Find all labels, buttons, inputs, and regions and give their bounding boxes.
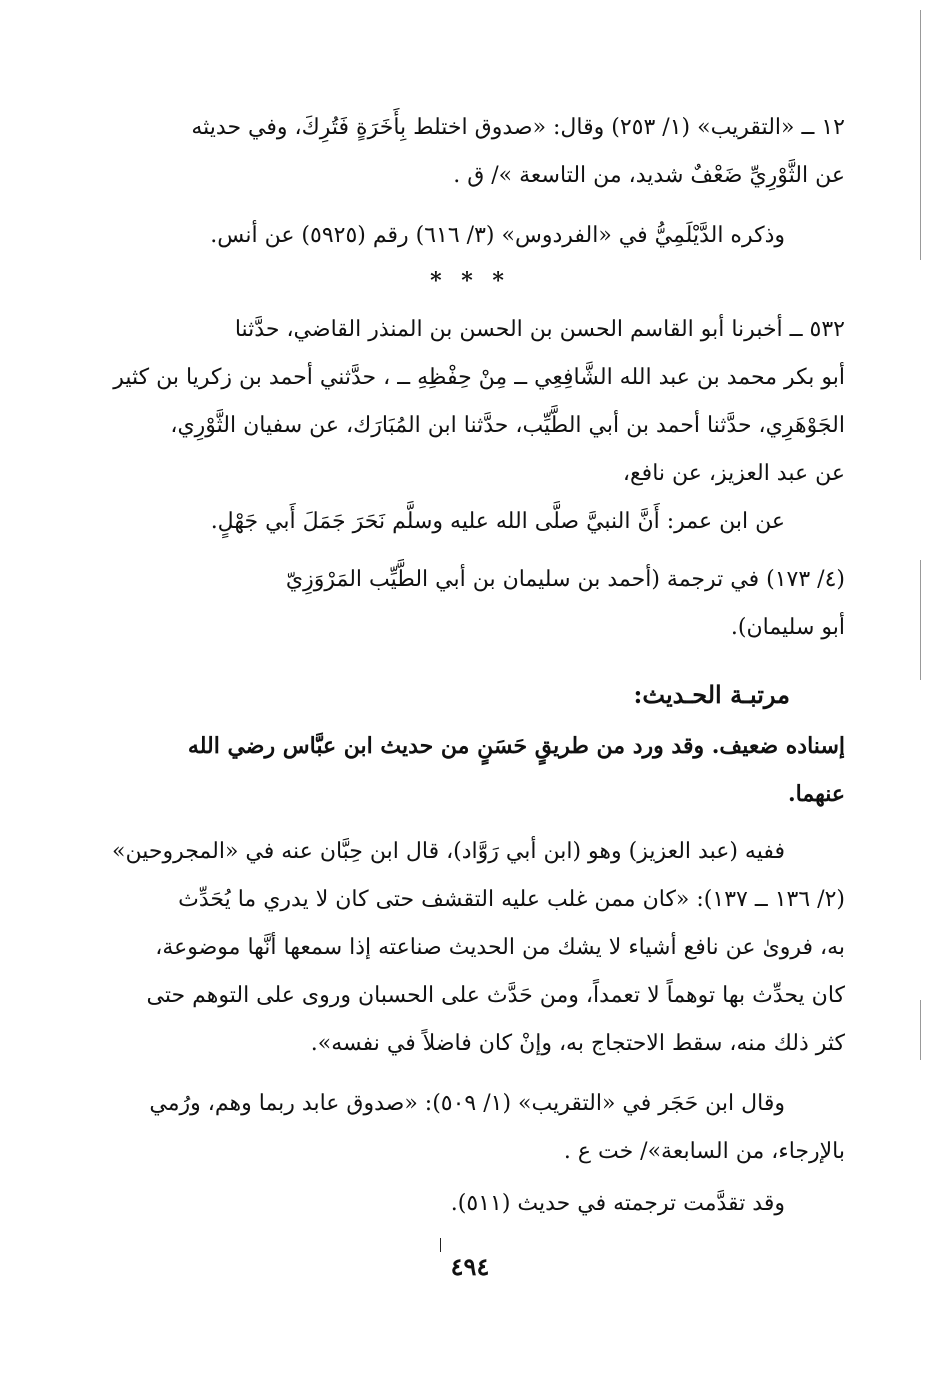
hadith-line: أبو بكر محمد بن عبد الله الشَّافِعِي ــ مِنْ حِفْظِهِ ــ ، حدَّثني أحمد بن زكريا بن كثير (113, 365, 845, 390)
reference-line: وقد تقدَّمت ترجمته في حديث (٥١١). (450, 1191, 785, 1216)
hadith-matn (93, 498, 845, 546)
footnote-line: عن الثَّوْرِيِّ ضَعْفٌ شديد، من التاسعة »/ ق . (453, 163, 845, 188)
hadith-532 (93, 306, 845, 498)
footnote-12 (93, 104, 845, 200)
hadith-line: أبو سليمان). (730, 615, 845, 640)
ruling-line: عنهما. (788, 781, 845, 807)
cross-reference (93, 1180, 845, 1228)
analysis-line: كان يحدِّث بها توهماً لا تعمداً، ومن حَدَّث على الحسبان وروى على التوهم حتى (146, 983, 845, 1008)
scan-edge-line (920, 560, 921, 680)
hadith-line: ٥٣٢ ــ أخبرنا أبو القاسم الحسن بن الحسن بن المنذر القاضي، حدَّثنا (234, 317, 845, 342)
scan-edge-line (920, 10, 921, 260)
narrator-analysis (93, 828, 845, 1068)
section-heading: مرتبـة الحـديث: (633, 680, 790, 709)
scan-edge-line (920, 1000, 921, 1060)
analysis-line: (٢/ ١٣٦ ــ ١٣٧): «كان ممن غلب عليه التقشف حتى كان لا يدري ما يُحَدِّث (178, 887, 845, 912)
hadith-line: الجَوْهَرِي، حدَّثنا أحمد بن أبي الطَّيِّب، حدَّثنا ابن المُبَارَك، عن سفيان الثَّوْرِي، (170, 413, 845, 438)
hadith-line: (٤/ ١٧٣) في ترجمة (أحمد بن سليمان بن أبي الطَّيِّب المَرْوَزِيّ (285, 567, 845, 592)
hadith-line: عن ابن عمر: أَنَّ النبيَّ صلَّى الله عليه وسلَّم نَحَرَ جَمَلَ أَبي جَهْلٍ. (210, 509, 785, 534)
ibn-hajar-line: بالإرجاء، من السابعة»/ خت ع . (563, 1139, 845, 1164)
section-separator: * * * (430, 268, 510, 294)
hadith-ruling (93, 722, 845, 818)
margin-tick (440, 1238, 441, 1252)
ibn-hajar-quote (93, 1080, 845, 1176)
analysis-line: كثر ذلك منه، سقط الاحتجاج به، وإنْ كان فاضلاً في نفسه». (310, 1031, 845, 1056)
ruling-line: إسناده ضعيف. وقد ورد من طريقٍ حَسَنٍ من حديث ابن عبَّاس رضي الله (187, 733, 845, 759)
footnote-line: ١٢ ــ «التقريب» (١/ ٢٥٣) وقال: «صدوق اختلط بِأَخَرَةٍ فَتُرِكَ، وفي حديثه (191, 115, 845, 140)
page-number: ٤٩٤ (450, 1252, 490, 1281)
daylami-reference (93, 212, 845, 260)
ibn-hajar-line: وقال ابن حَجَر في «التقريب» (١/ ٥٠٩): «صدوق عابد ربما وهم، ورُمي (149, 1091, 785, 1116)
hadith-source (93, 556, 845, 652)
footnote-line: وذكره الدَّيْلَمِيُّ في «الفردوس» (٣/ ٦١٦) رقم (٥٩٢٥) عن أنس. (210, 223, 785, 248)
analysis-line: به، فروىٰ عن نافع أشياء لا يشك من الحديث صناعته إذا سمعها أنَّها موضوعة، (155, 935, 845, 960)
analysis-line: ففيه (عبد العزيز) وهو (ابن أبي رَوَّاد)، قال ابن حِبَّان عنه في «المجروحين» (112, 839, 785, 864)
hadith-line: عن عبد العزيز، عن نافع، (622, 461, 845, 486)
